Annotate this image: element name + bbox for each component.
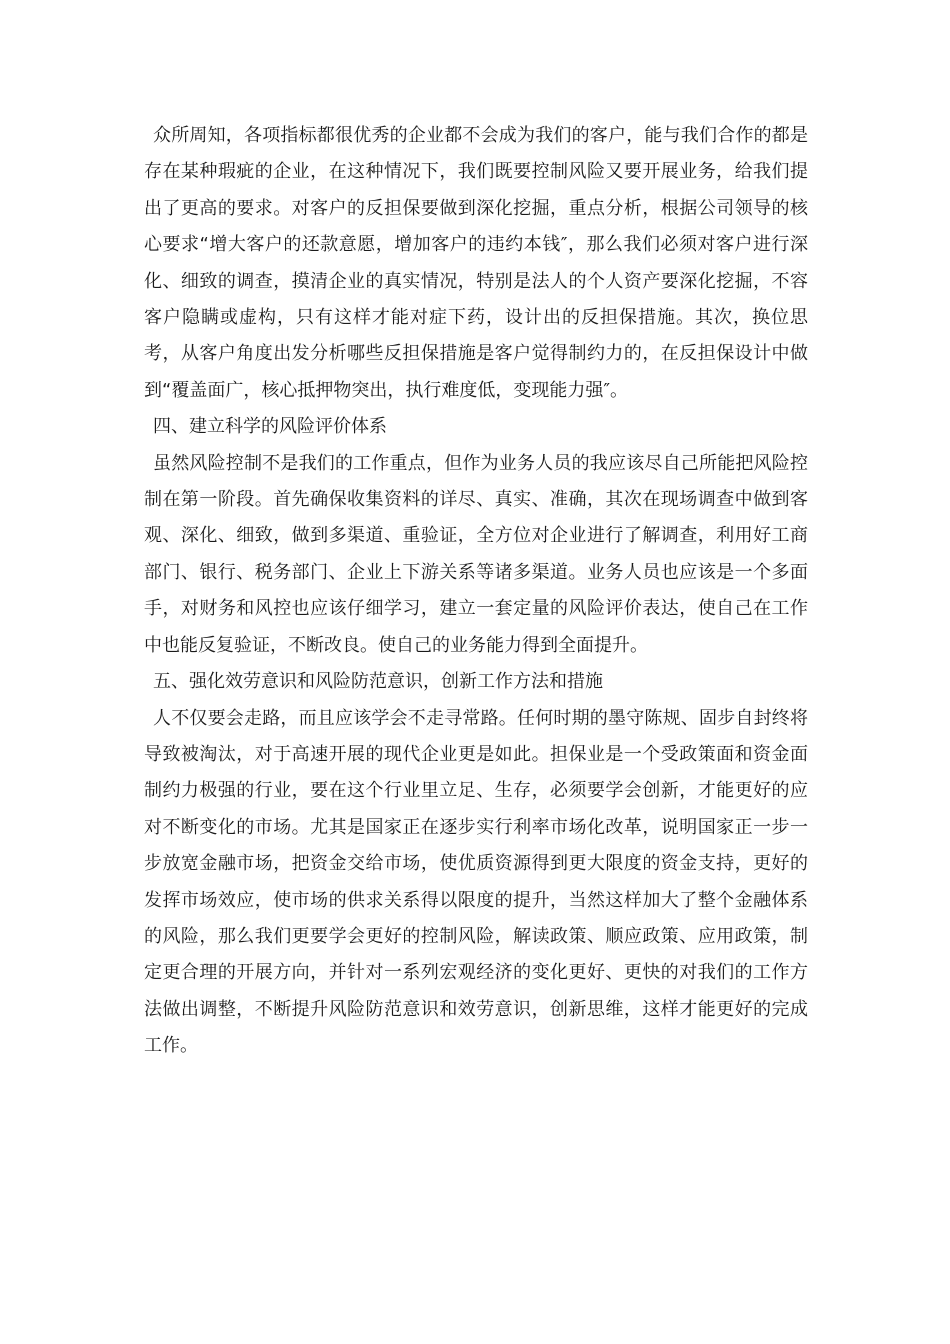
paragraph-risk-evaluation: 虽然风险控制不是我们的工作重点，但作为业务人员的我应该尽自己所能把风险控制在第一阶段。首先确保收集资料的详尽、真实、准确，其次在现场调查中做到客观、深化、细致，做到多渠道、重验证，全方位对企业进行了解调查，利用好工商部门、银行、税务部门、企业上下游关系等诸多渠道。业务人员也应该是一个多面手，对财务和风控也应该仔细学习，建立一套定量的风险评价表达，使自己在工作中也能反复验证，不断改良。使自己的业务能力得到全面提升。 (144, 452, 808, 656)
paragraph-service-innovation: 人不仅要会走路，而且应该学会不走寻常路。任何时期的墨守陈规、固步自封终将导致被淘汰，对于高速开展的现代企业更是如此。担保业是一个受政策面和资金面制约力极强的行业，要在这个行业里立足、生存，必须要学会创新，才能更好的应对不断变化的市场。尤其是国家正在逐步实行利率市场化改革，说明国家正一步一步放宽金融市场，把资金交给市场，使优质资源得到更大限度的资金支持，更好的发挥市场效应，使市场的供求关系得以限度的提升，当然这样加大了整个金融体系的风险，那么我们更要学会更好的控制风险，解读政策、顺应政策、应用政策，制定更合理的开展方向，并针对一系列宏观经济的变化更好、更快的对我们的工作方法做出调整，不断提升风险防范意识和效劳意识，创新思维，这样才能更好的完成工作。 (144, 707, 808, 1057)
section-heading-risk-evaluation: 四、建立科学的风险评价体系 (153, 416, 387, 438)
document-page (144, 118, 808, 1065)
section-heading-service-innovation: 五、强化效劳意识和风险防范意识，创新工作方法和措施 (153, 671, 603, 693)
paragraph-customer-counter-guarantee: 众所周知，各项指标都很优秀的企业都不会成为我们的客户，能与我们合作的都是存在某种瑕疵的企业，在这种情况下，我们既要控制风险又要开展业务，给我们提出了更高的要求。对客户的反担保要做到深化挖掘，重点分析，根据公司领导的核心要求“增大客户的还款意愿，增加客户的违约本钱″，那么我们必须对客户进行深化、细致的调查，摸清企业的真实情况，特别是法人的个人资产要深化挖掘，不容客户隐瞒或虚构，只有这样才能对症下药，设计出的反担保措施。其次，换位思考，从客户角度出发分析哪些反担保措施是客户觉得制约力的，在反担保设计中做到“覆盖面广，核心抵押物突出，执行难度低，变现能力强″。 (144, 125, 808, 401)
